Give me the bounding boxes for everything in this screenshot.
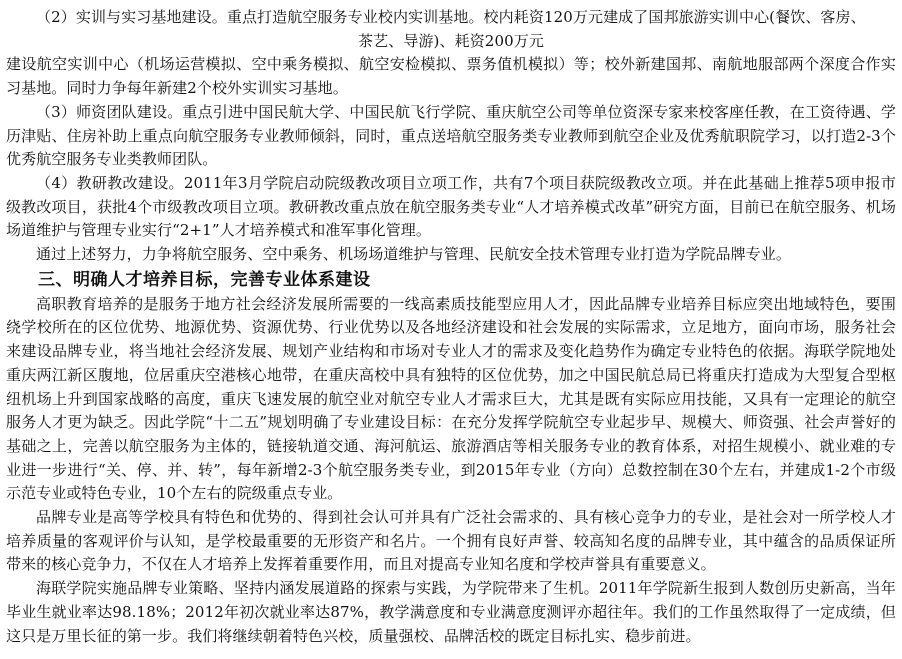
paragraph-training-base-rest: 建设航空实训中心（机场运营模拟、空中乘务模拟、航空安检模拟、票务值机模拟）等；校外新建国邦、南航地服部两个深度合作实习基地。同时力争每年新建2个校外实训实习基地。	[6, 55, 896, 98]
paragraph-teaching-reform: （4）教研教改建设。2011年3月学院启动院级教改项目立项工作，共有7个项目获院级教改立项。并在此基础上推荐5项申报市级教改项目，获批4个市级教改项目立项。教研教改重点放在航空服务类专业“人才培养模式改革”研究方面，目前已在航空服务、机场场道维护与管理专业实行“2+1”人才培养模式和准军事化管理。	[6, 173, 896, 240]
paragraph-training-base	[6, 6, 896, 101]
section-heading: 三、明确人才培养目标，完善专业体系建设	[38, 269, 371, 290]
paragraph-faculty-team: （3）师资团队建设。重点引进中国民航大学、中国民航飞行学院、重庆航空公司等单位资深专家来校客座任教，在工资待遇、学历津贴、住房补助上重点向航空服务专业教师倾斜，同时，重点送培航空服务类专业教师到航空企业及优秀航职院学习，以打造2-3个优秀航空服务专业类教师团队。	[6, 102, 896, 169]
paragraph-training-base-line1: （2）实训与实习基地建设。重点打造航空服务专业校内实训基地。校内耗资120万元建成了国邦旅游实训中心(餐饮、客房、	[36, 8, 866, 26]
paragraph-training-base-line2: 茶艺、导游)、耗资200万元	[358, 31, 544, 50]
paragraph-training-goal: 高职教育培养的是服务于地方社会经济发展所需要的一线高素质技能型应用人才，因此品牌专业培养目标应突出地域特色，要围绕学校所在的区位优势、地源优势、资源优势、行业优势以及各地经济建设和社会发展的实际需求，立足地方，面向市场，服务社会来建设品牌专业，将当地社会经济发展、规划产业结构和市场对专业人才的需求及变化趋势作为确定专业特色的依据。海联学院地处重庆两江新区腹地，位居重庆空港核心地带，在重庆高校中具有独特的区位优势，加之中国民航总局已将重庆打造成为大型复合型枢纽机场上升到国家战略的高度，重庆飞速发展的航空业对航空专业人才需求巨大，尤其是既有实际应用技能，又具有一定理论的航空服务人才更为缺乏。因此学院“十二五”规划明确了专业建设目标：在充分发挥学院航空专业起步早、规模大、师资强、社会声誉好的基础之上，完善以航空服务为主体的，链接轨道交通、海河航运、旅游酒店等相关服务专业的教育体系，对招生规模小、就业难的专业进一步进行“关、停、并、转”，每年新增2-3个航空服务类专业，到2015年专业（方向）总数控制在30个左右，并建成1-2个市级示范专业或特色专业，10个左右的院级重点专业。	[6, 294, 896, 503]
paragraph-brand-major: 品牌专业是高等学校具有特色和优势的、得到社会认可并具有广泛社会需求的、具有核心竞争力的专业，是社会对一所学校人才培养质量的客观评价与认知，是学校最重要的无形资产和名片。一个拥有良好声誉、较高知名度的品牌专业，其中蕴含的品质保证所带来的核心竞争力，不仅在人才培养上发挥着重要作用，而且对提高专业知名度和学校声誉具有重要意义。	[6, 508, 896, 574]
paragraph-results: 海联学院实施品牌专业策略、坚持内涵发展道路的探索与实践，为学院带来了生机。2011年学院新生报到人数创历史新高，当年毕业生就业率达98.18%；2012年初次就业率达87%，教学满意度和专业满意度测评亦超往年。我们的工作虽然取得了一定成绩，但这只是万里长征的第一步。我们将继续朝着特色兴校，质量强校、品牌活校的既定目标扎实、稳步前进。	[6, 579, 896, 645]
paragraph-summary-effort: 通过上述努力，力争将航空服务、空中乘务、机场场道维护与管理、民航安全技术管理专业打造为学院品牌专业。	[36, 245, 792, 264]
